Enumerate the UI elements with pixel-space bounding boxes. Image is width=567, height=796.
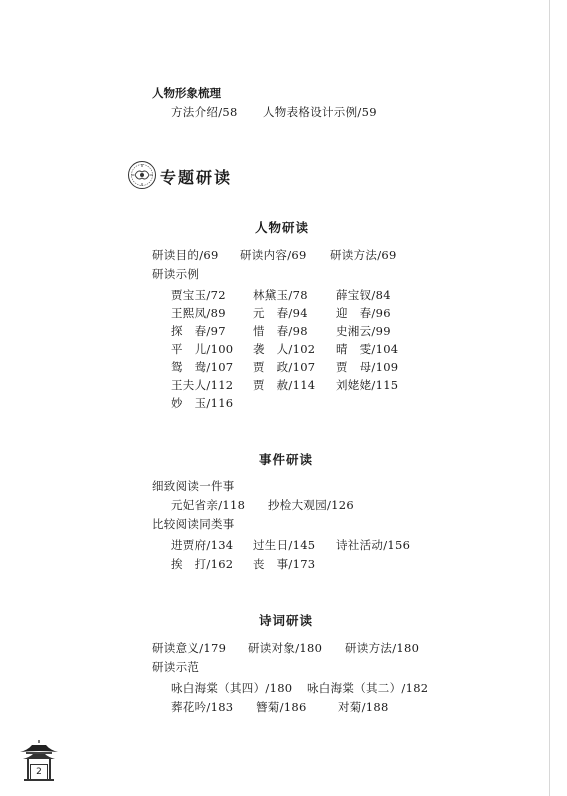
toc-entry: 妙 玉/116 <box>171 396 234 410</box>
toc-entry: 簪菊/186 <box>256 700 307 714</box>
toc-entry: 贾 政/107 <box>253 360 316 374</box>
toc-entry: 咏白海棠（其二）/182 <box>307 681 429 695</box>
toc-entry: 研读方法/69 <box>330 248 397 262</box>
toc-entry: 探 春/97 <box>171 324 226 338</box>
toc-entry: 研读意义/179 <box>152 641 227 655</box>
toc-entry: 研读内容/69 <box>240 248 307 262</box>
toc-entry: 元妃省亲/118 <box>171 498 246 512</box>
toc-entry: 咏白海棠（其四）/180 <box>171 681 293 695</box>
toc-entry: 刘姥姥/115 <box>336 378 399 392</box>
toc-entry: 元 春/94 <box>253 306 308 320</box>
toc-entry: 贾 赦/114 <box>253 378 316 392</box>
toc-entry: 丧 事/173 <box>253 557 316 571</box>
toc-entry: 葬花吟/183 <box>171 700 234 714</box>
toc-entry: 方法介绍/58 <box>171 105 238 119</box>
toc-entry: 人物表格设计示例/59 <box>263 105 377 119</box>
toc-entry: 研读目的/69 <box>152 248 219 262</box>
toc-entry: 诗社活动/156 <box>336 538 411 552</box>
toc-entry: 袭 人/102 <box>253 342 316 356</box>
heading-character-image: 人物形象梳理 <box>152 86 221 100</box>
page-number: 2 <box>30 764 48 780</box>
ornamental-medallion-icon <box>127 160 157 190</box>
toc-entry: 挨 打/162 <box>171 557 234 571</box>
toc-entry: 林黛玉/78 <box>253 288 308 302</box>
toc-subhead: 研读示例 <box>152 267 200 281</box>
toc-entry: 研读对象/180 <box>248 641 323 655</box>
toc-entry: 贾 母/109 <box>336 360 399 374</box>
toc-entry: 对菊/188 <box>338 700 389 714</box>
toc-entry: 抄检大观园/126 <box>268 498 355 512</box>
toc-entry: 贾宝玉/72 <box>171 288 226 302</box>
page-edge-line <box>549 0 550 796</box>
toc-entry: 鸳 鸯/107 <box>171 360 234 374</box>
toc-entry: 平 儿/100 <box>171 342 234 356</box>
toc-entry: 王熙凤/89 <box>171 306 226 320</box>
toc-entry: 史湘云/99 <box>336 324 391 338</box>
toc-entry: 进贾府/134 <box>171 538 234 552</box>
toc-entry: 薛宝钗/84 <box>336 288 391 302</box>
toc-subhead: 比较阅读同类事 <box>152 517 235 531</box>
section-title-events: 事件研读 <box>259 452 314 467</box>
section-title-poems: 诗词研读 <box>259 613 314 628</box>
toc-subhead: 研读示范 <box>152 660 200 674</box>
toc-entry: 惜 春/98 <box>253 324 308 338</box>
toc-entry: 王夫人/112 <box>171 378 234 392</box>
section-title-characters: 人物研读 <box>255 220 310 235</box>
toc-entry: 过生日/145 <box>253 538 316 552</box>
toc-entry: 研读方法/180 <box>345 641 420 655</box>
toc-subhead: 细致阅读一件事 <box>152 479 235 493</box>
main-section-title: 专题研读 <box>160 168 233 187</box>
toc-entry: 迎 春/96 <box>336 306 391 320</box>
toc-entry: 晴 雯/104 <box>336 342 399 356</box>
